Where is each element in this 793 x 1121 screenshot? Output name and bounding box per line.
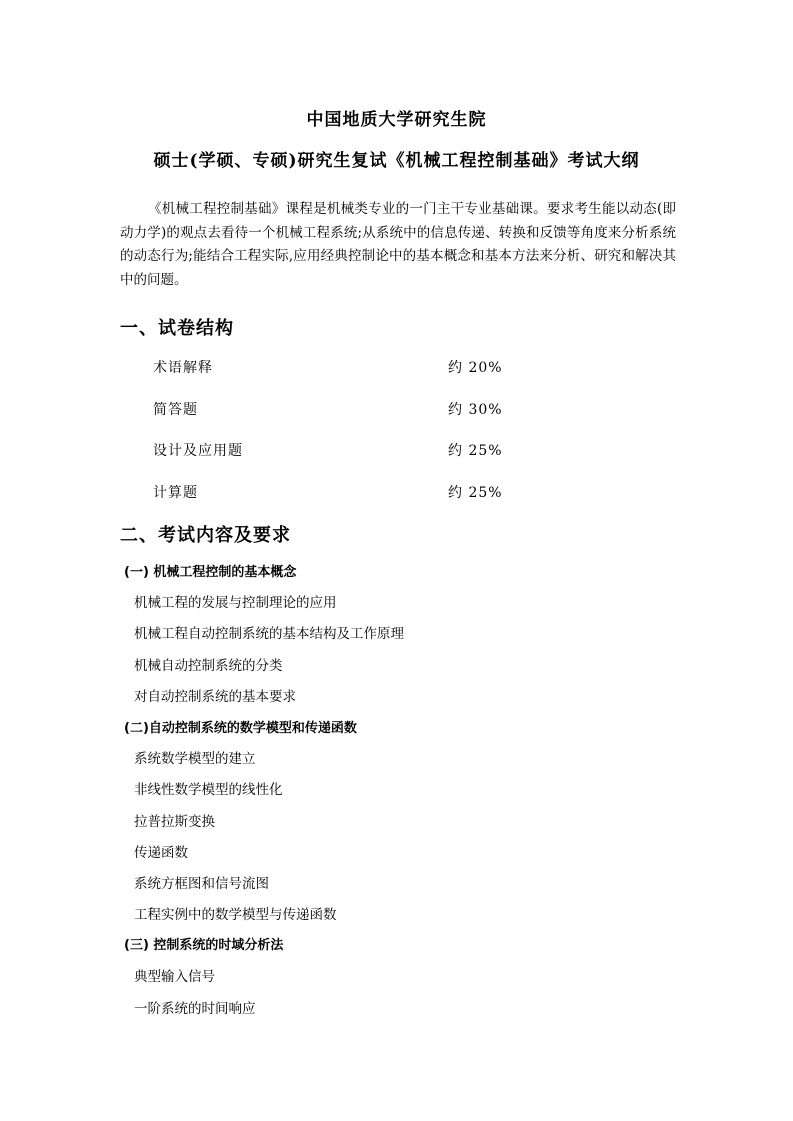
list-item: 系统方框图和信号流图 [134,876,269,892]
institution-title: 中国地质大学研究生院 [306,110,487,130]
list-item: 对自动控制系统的基本要求 [134,689,296,705]
list-item: 典型输入信号 [134,969,215,985]
subsection-heading: (二)自动控制系统的数学模型和传递函数 [124,721,357,736]
list-item: 传递函数 [134,845,188,861]
subsection-heading: (三) 控制系统的时域分析法 [124,938,284,953]
score-row-percent: 约 30% [448,402,503,418]
list-item: 非线性数学模型的线性化 [134,782,283,798]
list-item: 拉普拉斯变换 [134,814,215,830]
subsection-heading: (一) 机械工程控制的基本概念 [124,565,297,580]
score-row-name: 简答题 [153,402,198,418]
list-item: 机械工程自动控制系统的基本结构及工作原理 [134,626,404,642]
list-item: 机械自动控制系统的分类 [134,658,283,674]
list-item: 系统数学模型的建立 [134,751,256,767]
score-row-percent: 约 25% [448,485,503,501]
intro-paragraph: 《机械工程控制基础》课程是机械类专业的一门主干专业基础课。要求考生能以动态(即动力学)的观点去看待一个机械工程系统;从系统中的信息传递、转换和反馈等角度来分析系统的动态行为;能结合工程实际,应用经典控制论中的基本概念和基本方法来分析、研究和解决其中的问题。 [120,201,676,288]
section-heading-structure: 一、试卷结构 [120,318,234,339]
exam-title: 硕士(学硕、专硕)研究生复试《机械工程控制基础》考试大纲 [153,151,640,171]
score-row-percent: 约 20% [448,360,503,376]
list-item: 工程实例中的数学模型与传递函数 [134,907,337,923]
score-row-name: 术语解释 [153,360,213,376]
score-row-name: 计算题 [153,485,198,501]
list-item: 一阶系统的时间响应 [134,1001,256,1017]
score-row-name: 设计及应用题 [153,443,243,459]
section-heading-content: 二、考试内容及要求 [120,525,291,546]
list-item: 机械工程的发展与控制理论的应用 [134,595,337,611]
score-row-percent: 约 25% [448,443,503,459]
